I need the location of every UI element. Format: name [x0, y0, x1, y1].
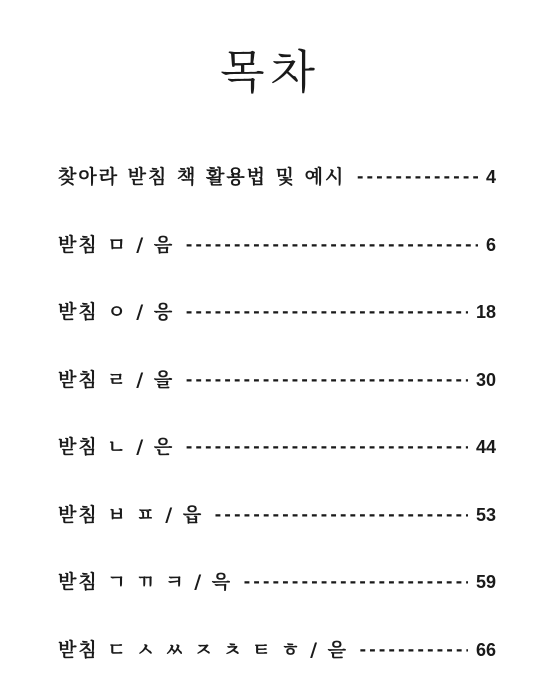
dot-leader — [213, 498, 468, 532]
toc-entry-title: 받침 ㅂ ㅍ / 읍 — [58, 498, 203, 532]
toc-entry-title: 받침 ㅁ / 음 — [58, 228, 174, 262]
dot-leader — [355, 160, 478, 194]
toc-page-number: 53 — [476, 498, 496, 532]
toc-entry-ieung[interactable] — [58, 295, 496, 363]
dot-leader — [184, 228, 478, 262]
toc-entry-title: 받침 ㄱ ㄲ ㅋ / 윽 — [58, 565, 232, 599]
toc-page-number: 66 — [476, 633, 496, 667]
toc-entry-title: 받침 ㅇ / 응 — [58, 295, 174, 329]
dot-leader — [184, 430, 468, 464]
dot-leader — [358, 633, 468, 667]
toc-entry-usage[interactable] — [58, 160, 496, 228]
dot-leader — [184, 363, 468, 397]
toc-entry-title: 받침 ㄷ ㅅ ㅆ ㅈ ㅊ ㅌ ㅎ / 읃 — [58, 633, 348, 667]
toc-page-number: 59 — [476, 565, 496, 599]
toc-entry-giyeok[interactable] — [58, 565, 496, 633]
toc-page-number: 44 — [476, 430, 496, 464]
toc-entry-rieul[interactable] — [58, 363, 496, 431]
toc-page-number: 30 — [476, 363, 496, 397]
toc-entry-title: 받침 ㄴ / 은 — [58, 430, 174, 464]
toc-page-number: 18 — [476, 295, 496, 329]
toc-entry-nieun[interactable] — [58, 430, 496, 498]
toc-page-number: 4 — [486, 160, 496, 194]
page-title: 목차 — [0, 45, 541, 100]
toc-entry-title: 찾아라 받침 책 활용법 및 예시 — [58, 160, 345, 194]
toc-page-number: 6 — [486, 228, 496, 262]
toc-entry-digeut[interactable] — [58, 633, 496, 700]
dot-leader — [242, 565, 468, 599]
dot-leader — [184, 295, 468, 329]
toc-entry-bieup[interactable] — [58, 498, 496, 566]
toc-entry-mieum[interactable] — [58, 228, 496, 296]
toc-entry-title: 받침 ㄹ / 을 — [58, 363, 174, 397]
table-of-contents — [58, 160, 496, 700]
